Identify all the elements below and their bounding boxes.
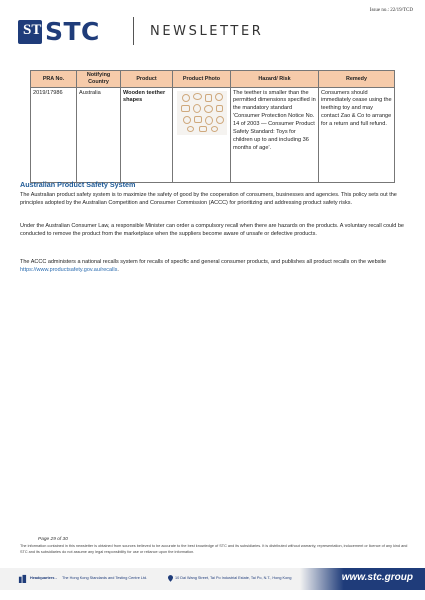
footer-band bbox=[300, 568, 425, 590]
cell-hazard: The teether is smaller than the permitted dimensions specified in the mandatory standard 'Consumer Protection Notice No. 14 of 2003 — Consumer Product Safety Standard: Toys for children up to and including 36 months of age'. bbox=[231, 88, 319, 183]
website-link[interactable]: www.stc.group bbox=[341, 572, 413, 583]
disclaimer: The information contained in this newsletter is obtained from sources believed to be accurate to the best knowledge of STC and its subsidiaries. It is distributed without warranty, representation, inducement or licence of any kind and STC and its subsidiaries do not assume any legal responsibility for use or reliance upon the information. bbox=[20, 544, 408, 554]
product-photo bbox=[177, 91, 227, 135]
col-header-photo: Product Photo bbox=[173, 71, 231, 88]
hq-address: 10 Dai Wang Street, Tai Po Industrial Estate, Tai Po, N.T., Hong Kong bbox=[175, 576, 292, 580]
issue-number: Issue no.: 22/19/TCD bbox=[369, 8, 413, 13]
hq-name: The Hong Kong Standards and Testing Centre Ltd. bbox=[62, 576, 148, 580]
location-pin-icon bbox=[168, 575, 173, 582]
stc-logo bbox=[18, 17, 100, 46]
table-header-row bbox=[31, 71, 395, 88]
hq-label: Headquarters - bbox=[30, 576, 57, 580]
col-header-remedy: Remedy bbox=[319, 71, 395, 88]
col-header-product: Product bbox=[121, 71, 173, 88]
cell-product: Wooden teether shapes bbox=[121, 88, 173, 183]
logo-mark-text: ST bbox=[23, 22, 42, 38]
cell-photo bbox=[173, 88, 231, 183]
col-header-hazard: Hazard/ Risk bbox=[231, 71, 319, 88]
paragraph-3-end: . bbox=[117, 267, 119, 274]
paragraph-1: The Australian product safety system is to maximize the safety of good by the cooperation of consumers, businesses and agencies. This policy sets out the principles adopted by the Australian Competition and Consumer Commission (ACCC) for prioritizing and addressing product safety risks. bbox=[20, 192, 397, 207]
building-icon bbox=[18, 574, 27, 583]
stc-logo-mark-icon bbox=[18, 20, 42, 44]
cell-pra-no: 2019/17986 bbox=[31, 88, 77, 183]
cell-country: Australia bbox=[77, 88, 121, 183]
paragraph-3-text: The ACCC administers a national recalls system for recalls of specific and general consumer products, and publishes all product recalls on the website bbox=[20, 259, 387, 265]
col-header-pra-no: PRA No. bbox=[31, 71, 77, 88]
page-header bbox=[0, 0, 425, 62]
cell-remedy: Consumers should immediately cease using the teething toy and may contact Zao & Co to arrange for a return and full refund. bbox=[319, 88, 395, 183]
paragraph-3 bbox=[20, 258, 412, 275]
paragraph-2: Under the Australian Consumer Law, a responsible Minister can order a compulsory recall when there are hazards on the products. A voluntary recall could be conducted to remove the product from the marketplace when the suppliers become aware of unsafe or defective products. bbox=[20, 223, 404, 238]
recall-table bbox=[30, 70, 395, 183]
header-divider bbox=[133, 17, 134, 45]
recalls-link[interactable]: https://www.productsafety.gov.au/recalls bbox=[20, 267, 118, 274]
newsletter-title: NEWSLETTER bbox=[150, 24, 264, 39]
table-row bbox=[31, 88, 395, 183]
page-footer bbox=[0, 568, 425, 590]
brand-name: STC bbox=[45, 17, 100, 46]
section-title: Australian Product Safety System bbox=[20, 180, 136, 189]
page-number: Page 29 of 30 bbox=[38, 537, 68, 542]
col-header-country: Notifying Country bbox=[77, 71, 121, 88]
